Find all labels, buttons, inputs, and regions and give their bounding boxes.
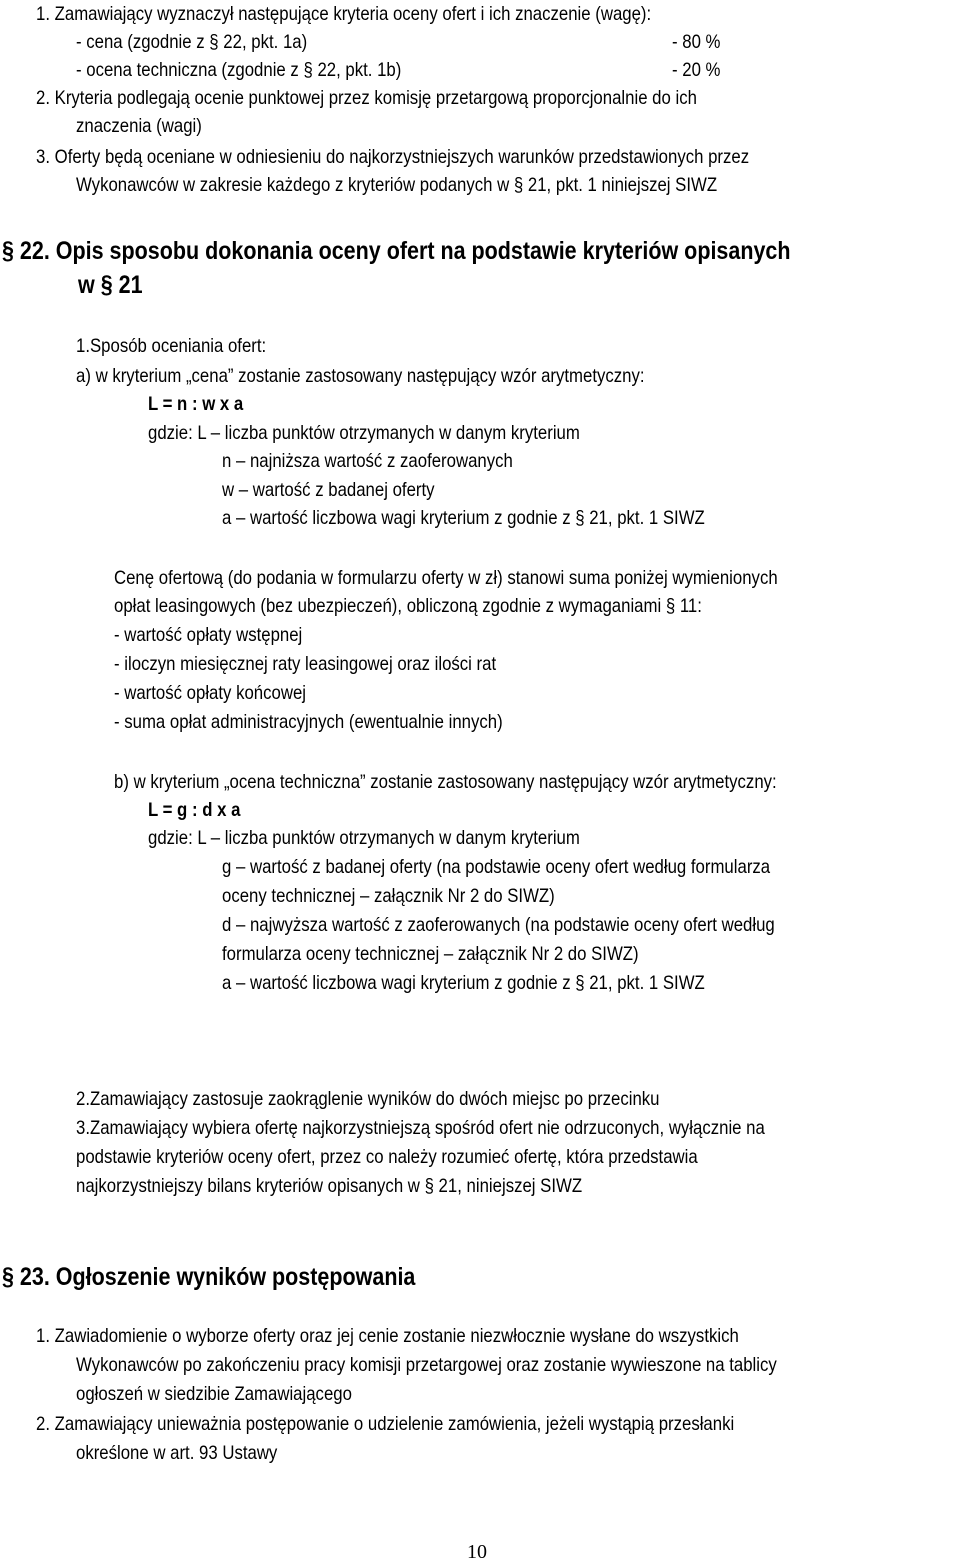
selection-rule-cont1: podstawie kryteriów oceny ofert, przez co należy rozumieć ofertę, która przedstawia <box>76 1146 698 1168</box>
criteria-item-3: 3. Oferty będą oceniane w odniesieniu do najkorzystniejszych warunków przedstawionych przez <box>36 146 750 168</box>
criteria-price-weight: - 80 % <box>672 31 721 53</box>
price-criterion-intro: a) w kryterium „cena” zostanie zastosowany następujący wzór arytmetyczny: <box>76 365 645 387</box>
technical-legend-d: d – najwyższa wartość z zaoferowanych (na podstawie oceny ofert według <box>222 914 775 936</box>
fee-item-1: - wartość opłaty wstępnej <box>114 624 303 646</box>
technical-legend-a: a – wartość liczbowa wagi kryterium z godnie z § 21, pkt. 1 SIWZ <box>222 972 705 994</box>
price-formula: L = n : w x a <box>148 393 244 415</box>
technical-legend-g: g – wartość z badanej oferty (na podstawie oceny ofert według formularza <box>222 856 771 878</box>
criteria-item-2-cont: znaczenia (wagi) <box>76 115 202 137</box>
results-item-2: 2. Zamawiający unieważnia postępowanie o udzielenie zamówienia, jeżeli wystąpią przesłanki <box>36 1413 735 1435</box>
section-23-heading: § 23. Ogłoszenie wyników postępowania <box>2 1263 416 1291</box>
results-item-1-cont1: Wykonawców po zakończeniu pracy komisji przetargowej oraz zostanie wywieszone na tablicy <box>76 1354 777 1376</box>
technical-legend-l: gdzie: L – liczba punktów otrzymanych w danym kryterium <box>148 827 580 849</box>
criteria-price: - cena (zgodnie z § 22, pkt. 1a) <box>76 31 308 53</box>
fee-item-2: - iloczyn miesięcznej raty leasingowej oraz ilości rat <box>114 653 497 675</box>
results-item-1: 1. Zawiadomienie o wyborze oferty oraz jej cenie zostanie niezwłocznie wysłane do wszystkich <box>36 1325 739 1347</box>
section-22-heading-cont: w § 21 <box>78 271 143 299</box>
technical-legend-d-cont: formularza oceny technicznej – załącznik Nr 2 do SIWZ) <box>222 943 639 965</box>
selection-rule-cont2: najkorzystniejszy bilans kryteriów opisanych w § 21, niniejszej SIWZ <box>76 1175 583 1197</box>
price-legend-a: a – wartość liczbowa wagi kryterium z godnie z § 21, pkt. 1 SIWZ <box>222 507 705 529</box>
price-definition: Cenę ofertową (do podania w formularzu oferty w zł) stanowi suma poniżej wymienionych <box>114 567 778 589</box>
results-item-2-cont: określone w art. 93 Ustawy <box>76 1442 278 1464</box>
technical-legend-g-cont: oceny technicznej – załącznik Nr 2 do SIWZ) <box>222 885 555 907</box>
selection-rule: 3.Zamawiający wybiera ofertę najkorzystniejszą spośród ofert nie odrzuconych, wyłącznie na <box>76 1117 765 1139</box>
price-legend-n: n – najniższa wartość z zaoferowanych <box>222 450 513 472</box>
criteria-technical: - ocena techniczna (zgodnie z § 22, pkt. 1b) <box>76 59 402 81</box>
section-22-heading: § 22. Opis sposobu dokonania oceny ofert na podstawie kryteriów opisanych <box>2 237 791 265</box>
criteria-item-1: 1. Zamawiający wyznaczył następujące kryteria oceny ofert i ich znaczenie (wagę): <box>36 3 652 25</box>
page-number: 10 <box>467 1541 487 1563</box>
criteria-technical-weight: - 20 % <box>672 59 721 81</box>
evaluation-method-title: 1.Sposób oceniania ofert: <box>76 335 267 357</box>
criteria-item-3-cont: Wykonawców w zakresie każdego z kryteriów podanych w § 21, pkt. 1 niniejszej SIWZ <box>76 174 718 196</box>
fee-item-3: - wartość opłaty końcowej <box>114 682 307 704</box>
criteria-item-2: 2. Kryteria podlegają ocenie punktowej przez komisję przetargową proporcjonalnie do ich <box>36 87 697 109</box>
technical-formula: L = g : d x a <box>148 799 241 821</box>
fee-item-4: - suma opłat administracyjnych (ewentualnie innych) <box>114 711 503 733</box>
price-legend-w: w – wartość z badanej oferty <box>222 479 435 501</box>
rounding-rule: 2.Zamawiający zastosuje zaokrąglenie wyników do dwóch miejsc po przecinku <box>76 1088 660 1110</box>
technical-criterion-intro: b) w kryterium „ocena techniczna” zostanie zastosowany następujący wzór arytmetyczny: <box>114 771 777 793</box>
price-legend-l: gdzie: L – liczba punktów otrzymanych w danym kryterium <box>148 422 580 444</box>
results-item-1-cont2: ogłoszeń w siedzibie Zamawiającego <box>76 1383 352 1405</box>
price-definition-cont: opłat leasingowych (bez ubezpieczeń), obliczoną zgodnie z wymaganiami § 11: <box>114 595 702 617</box>
